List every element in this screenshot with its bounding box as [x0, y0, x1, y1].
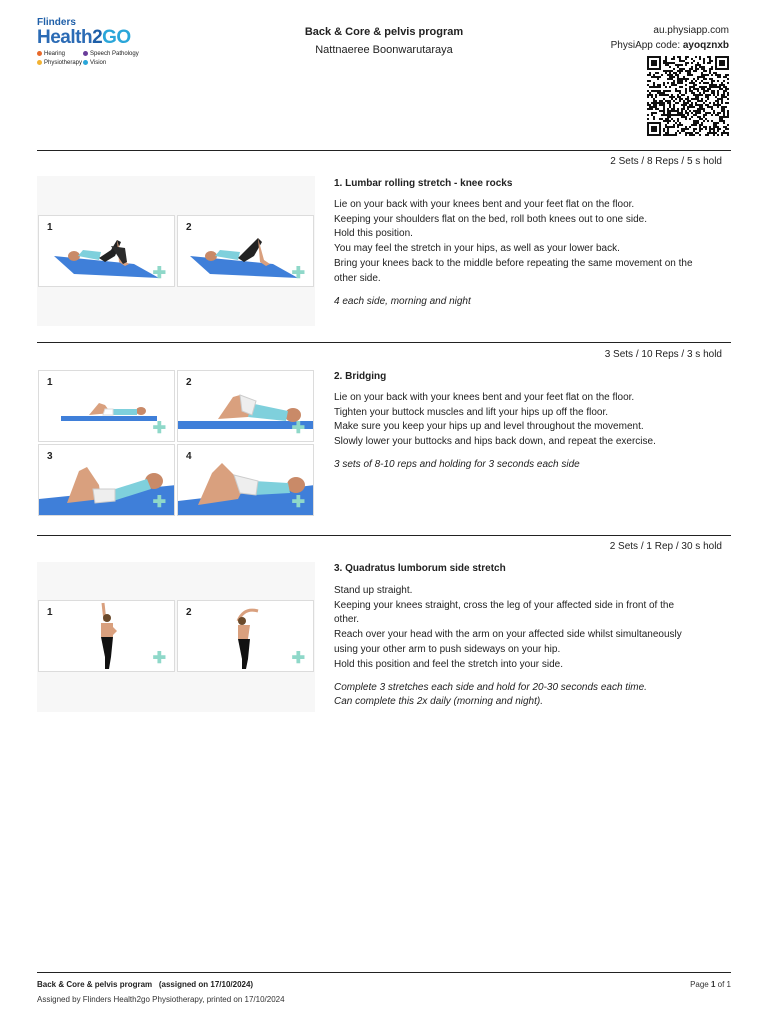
- exercise-2-frame-1[interactable]: [38, 370, 175, 442]
- exercise-1-frame-1[interactable]: [38, 215, 175, 287]
- logo-service-vision: Vision: [83, 60, 106, 67]
- exercise-2-description: Lie on your back with your knees bent and your feet flat on the floor. Tighten your buttock muscles and lift your hips up off the floor. Make sure you keep your hips up and level throughout the movement. Slowly lower your buttocks and hips back down, and repeat the exercise.: [334, 392, 656, 448]
- section-divider: [37, 535, 731, 536]
- frame-number: 1: [47, 377, 53, 388]
- exercise-3-frame-1[interactable]: [38, 600, 175, 672]
- physiapp-code-value: ayoqznxb: [682, 40, 729, 51]
- exercise-2-frame-4[interactable]: [177, 444, 314, 516]
- add-icon[interactable]: ✚: [152, 650, 166, 667]
- exercise-1-title: 1. Lumbar rolling stretch - knee rocks: [334, 178, 513, 189]
- exercise-2-frame-3[interactable]: [38, 444, 175, 516]
- exercise-3-frame-2[interactable]: [177, 600, 314, 672]
- add-icon[interactable]: ✚: [291, 265, 305, 282]
- add-icon[interactable]: ✚: [152, 265, 166, 282]
- exercise-3-note: Complete 3 stretches each side and hold for 20-30 seconds each time. Can complete this 2x daily (morning and night).: [334, 682, 647, 707]
- page-indicator: Page 1 of 1: [690, 980, 731, 989]
- exercise-3-sets: 2 Sets / 1 Rep / 30 s hold: [609, 541, 722, 552]
- exercise-1-sets: 2 Sets / 8 Reps / 5 s hold: [610, 156, 722, 167]
- logo-service-physio: Physiotherapy: [37, 60, 82, 67]
- add-icon[interactable]: ✚: [291, 650, 305, 667]
- vision-dot-icon: [83, 60, 88, 65]
- physiapp-code: PhysiApp code: ayoqznxb: [610, 40, 729, 51]
- physiapp-url[interactable]: au.physiapp.com: [653, 25, 729, 36]
- exercise-3-description: Stand up straight. Keeping your knees straight, cross the leg of your affected side in front of the other. Reach over your head with the arm on your affected side whilst simultaneously using your other arm to push sideways on your hip. Hold this position and feel the stretch into your side.: [334, 585, 682, 670]
- logo-service-hearing: Hearing: [37, 51, 65, 58]
- logo-service-speech: Speech Pathology: [83, 51, 139, 58]
- frame-number: 1: [47, 222, 53, 233]
- logo-brand-main: Health2GO: [37, 27, 131, 48]
- footer-divider: [37, 972, 731, 973]
- exercise-3-title: 3. Quadratus lumborum side stretch: [334, 563, 506, 574]
- footer-assigned-by: Assigned by Flinders Health2go Physiotherapy, printed on 17/10/2024: [37, 995, 285, 1004]
- logo-brand-top: Flinders: [37, 17, 76, 28]
- exercise-1-note: 4 each side, morning and night: [334, 296, 471, 307]
- exercise-2-note: 3 sets of 8-10 reps and holding for 3 seconds each side: [334, 459, 580, 470]
- add-icon[interactable]: ✚: [291, 420, 305, 437]
- exercise-2-title: 2. Bridging: [334, 371, 387, 382]
- program-title: Back & Core & pelvis program: [304, 26, 464, 38]
- section-divider: [37, 150, 731, 151]
- frame-number: 1: [47, 607, 53, 618]
- exercise-2-frame-2[interactable]: [177, 370, 314, 442]
- footer-program: Back & Core & pelvis program (assigned on 17/10/2024): [37, 980, 254, 989]
- add-icon[interactable]: ✚: [291, 494, 305, 511]
- physio-dot-icon: [37, 60, 42, 65]
- frame-number: 4: [186, 451, 192, 462]
- add-icon[interactable]: ✚: [152, 420, 166, 437]
- frame-number: 2: [186, 607, 192, 618]
- frame-number: 2: [186, 222, 192, 233]
- exercise-1-description: Lie on your back with your knees bent and your feet flat on the floor. Keeping your shoulders flat on the bed, roll both knees out to one side. Hold this position. You may feel the stretch in your hips, as well as your lower back. Bring your knees back to the middle before repeating the same movement on the other side.: [334, 199, 693, 284]
- add-icon[interactable]: ✚: [152, 494, 166, 511]
- qr-code-icon: [647, 56, 729, 136]
- frame-number: 2: [186, 377, 192, 388]
- exercise-1-frame-2[interactable]: [177, 215, 314, 287]
- patient-name: Nattnaeree Boonwarutaraya: [315, 44, 453, 56]
- exercise-2-sets: 3 Sets / 10 Reps / 3 s hold: [604, 349, 722, 360]
- section-divider: [37, 342, 731, 343]
- frame-number: 3: [47, 451, 53, 462]
